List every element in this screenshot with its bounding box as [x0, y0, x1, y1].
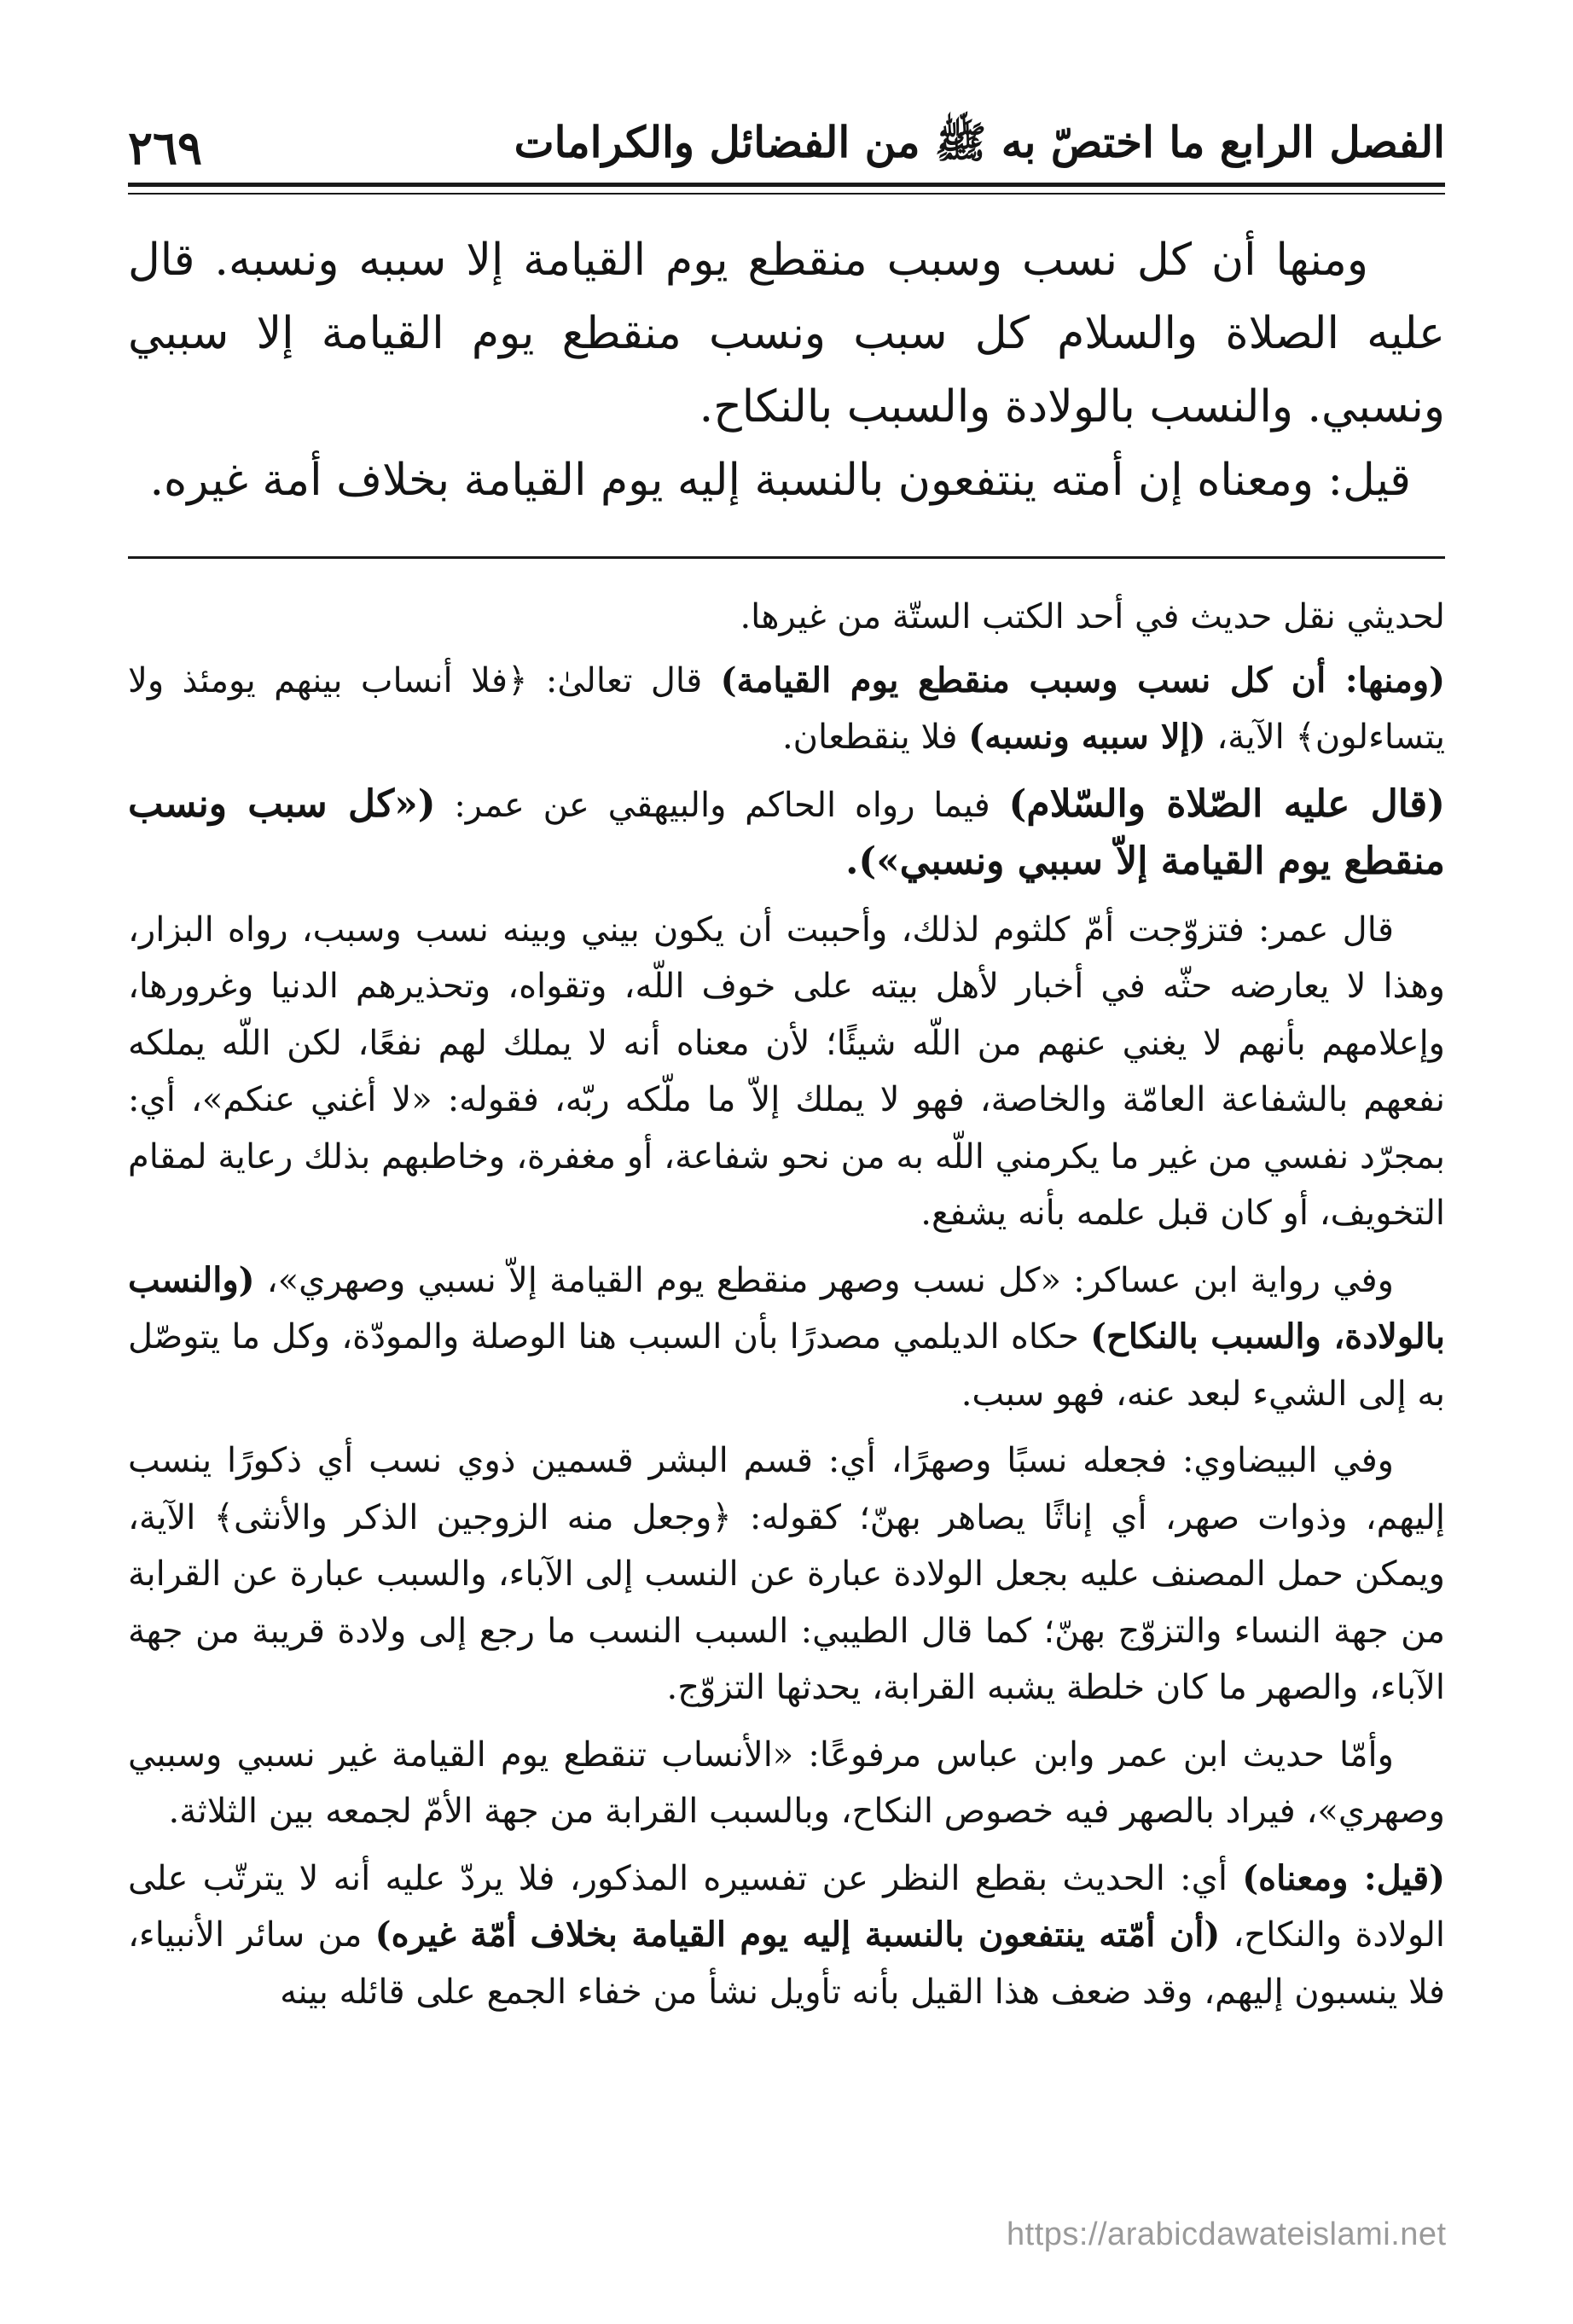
commentary-paragraph: وأمّا حديث ابن عمر وابن عباس مرفوعًا: «الأنساب تنقطع يوم القيامة غير نسبي وسببي وصهري»، فيراد بالصهر فيه خصوص النكاح، وبالسبب القرابة من جهة الأمّ لجمعه بين الثلاثة.: [128, 1734, 1445, 1831]
commentary-paragraph: [128, 1850, 1445, 2021]
commentary-paragraph: لحديثي نقل حديث في أحد الكتب الستّة من غيرها.: [740, 597, 1445, 636]
quoted-text: (أن أمّته ينتفعون بالنسبة إليه يوم القيامة بخلاف أمّة غيره): [374, 1914, 1221, 1955]
commentary: [128, 589, 1445, 2031]
quoted-text: (قيل: ومعناه): [1242, 1857, 1445, 1898]
chapter-title: الفصل الرابع ما اختصّ به ﷺ من الفضائل والكرامات: [514, 117, 1445, 167]
commentary-paragraph: [128, 653, 1445, 766]
page-header: [128, 101, 1445, 195]
main-text: [128, 224, 1445, 517]
section-divider: [128, 556, 1445, 559]
commentary-text: من سائر الأنبياء، فلا ينسبون إليهم، وقد ضعف هذا القيل بأنه تأويل نشأ من خفاء الجمع على قائله بينه: [128, 1915, 1445, 2012]
commentary-text: فلا ينقطعان.: [781, 718, 969, 757]
header-rule-thick: [128, 183, 1445, 187]
commentary-text: قال تعالىٰ: ﴿فلا أنساب بينهم يومئذ ولا يتساءلون﴾ الآية،: [128, 660, 1445, 757]
watermark-url: https://arabicdawateislami.net: [1007, 2217, 1447, 2252]
main-paragraph: ومنها أن كل نسب وسبب منقطع يوم القيامة إلا سببه ونسبه. قال عليه الصلاة والسلام كل سبب ونسب منقطع يوم القيامة إلا سببي ونسبي. والنسب بالولادة والسبب بالنكاح.: [128, 235, 1445, 433]
commentary-paragraph: قال عمر: فتزوّجت أمّ كلثوم لذلك، وأحببت أن يكون بيني وبينه نسب وسبب، رواه البزار، وهذا لا يعارضه حثّه في أخبار لأهل بيته على خوف اللّه، وتقواه، وتحذيرهم الدنيا وغرورها، وإعلامهم بأنهم لا يغني عنهم من اللّه شيئًا؛ لأن معناه أنه لا يملك لهم نفعًا، لكن اللّه يملكه نفعهم بالشفاعة العامّة والخاصة، فهو لا يملك إلاّ ما ملّكه ربّه، فقوله: «لا أغني عنكم»، أي: بمجرّد نفسي من غير ما يكرمني اللّه به من نحو شفاعة، أو مغفرة، وخاطبهم بذلك رعاية لمقام التخويف، أو كان قبل علمه بأنه يشفع.: [128, 909, 1445, 1233]
commentary-text: أي: الحديث بقطع النظر عن تفسيره المذكور، فلا يردّ عليه أنه لا يترتّب على الولادة والنكاح،: [128, 1858, 1446, 1955]
quoted-text: (إلا سببه ونسبه): [968, 717, 1206, 757]
header-rule-thin: [128, 193, 1445, 195]
commentary-text: فيما رواه الحاكم والبيهقي عن عمر:: [435, 785, 1009, 825]
page-number: ٢٦٩: [128, 120, 203, 175]
commentary-text: حكاه الديلمي مصدرًا بأن السبب هنا الوصلة والمودّة، وكل ما يتوصّل به إلى الشيء لبعد عنه، فهو سبب.: [128, 1317, 1445, 1414]
main-paragraph-qila: قيل: ومعناه إن أمته ينتفعون بالنسبة إليه يوم القيامة بخلاف أمة غيره.: [149, 455, 1411, 506]
commentary-text: وفي رواية ابن عساكر: «كل نسب وصهر منقطع يوم القيامة إلاّ نسبي وصهري»،: [254, 1260, 1394, 1300]
commentary-paragraph: [128, 1252, 1445, 1423]
quoted-text: («كل سبب ونسب منقطع يوم القيامة إلاّ سببي ونسبي»).: [128, 781, 1445, 883]
commentary-paragraph: وفي البيضاوي: فجعله نسبًا وصهرًا، أي: قسم البشر قسمين ذوي نسب أي ذكورًا ينسب إليهم، وذوات صهر، أي إناثًا يصاهر بهنّ؛ كقوله: ﴿وجعل منه الزوجين الذكر والأنثى﴾ الآية، ويمكن حمل المصنف عليه بجعل الولادة عبارة عن النسب إلى الآباء، والسبب عبارة عن القرابة من جهة النساء والتزوّج بهنّ؛ كما قال الطيبي: السبب النسب ما رجع إلى ولادة قريبة من جهة الآباء، والصهر ما كان خلطة يشبه القرابة، يحدثها التزوّج.: [128, 1441, 1445, 1707]
quoted-text: (قال عليه الصّلاة والسّلام): [1008, 781, 1445, 826]
quoted-text: (والنسب بالولادة، والسبب بالنكاح): [128, 1259, 1445, 1357]
commentary-paragraph: [128, 776, 1445, 892]
quoted-text: (ومنها: أن كل نسب وسبب منقطع يوم القيامة): [720, 659, 1445, 700]
